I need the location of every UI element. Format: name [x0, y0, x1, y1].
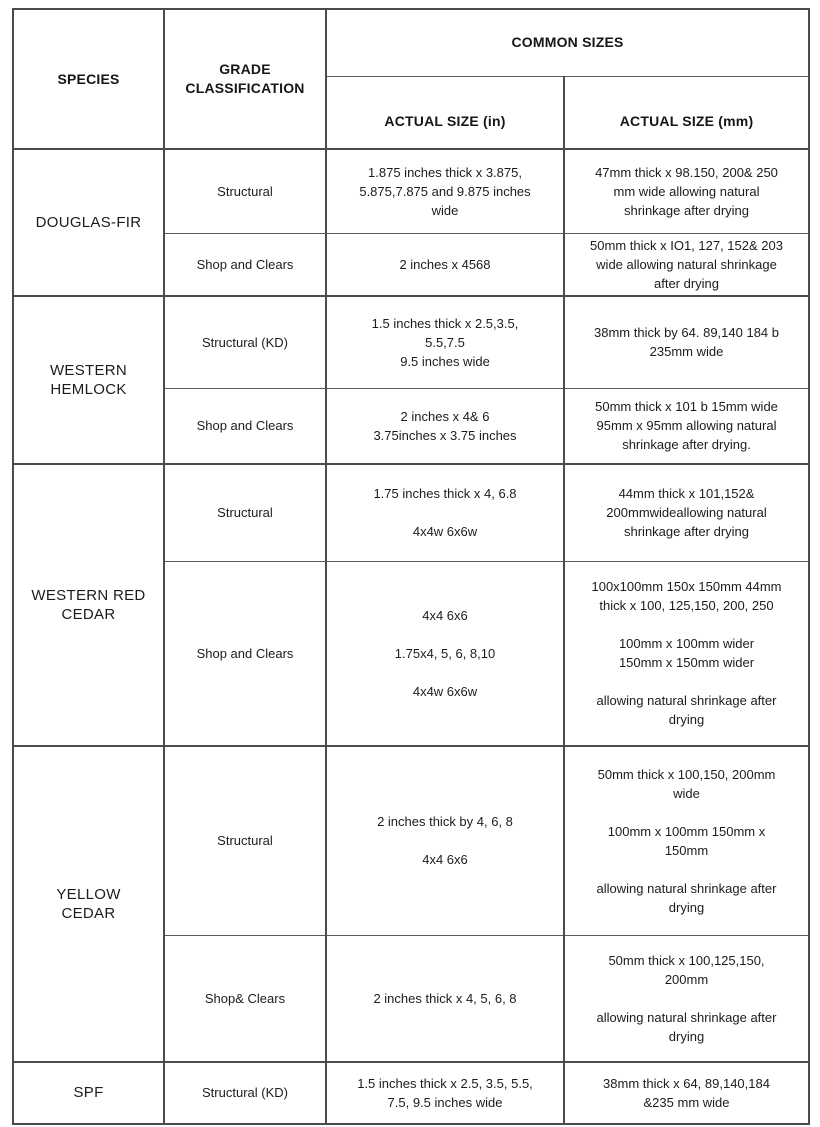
header-grade-classification: GRADE CLASSIFICATION: [164, 9, 326, 149]
size-mm-cell: 38mm thick by 64. 89,140 184 b 235mm wide: [564, 296, 809, 389]
lumber-common-sizes-table: [12, 8, 810, 1125]
row-spf-structural: [13, 1062, 809, 1124]
row-douglas-fir-structural: [13, 149, 809, 233]
size-in-cell: 1.875 inches thick x 3.875, 5.875,7.875 and 9.875 inches wide: [326, 149, 564, 233]
size-mm-cell: 38mm thick x 64, 89,140,184 &235 mm wide: [564, 1062, 809, 1124]
header-actual-size-in: ACTUAL SIZE (in): [326, 76, 564, 149]
grade-cell: Structural: [164, 746, 326, 936]
species-cell-spf: SPF: [13, 1062, 164, 1124]
size-in-cell: 1.75 inches thick x 4, 6.8 4x4w 6x6w: [326, 464, 564, 562]
size-mm-cell: 50mm thick x 101 b 15mm wide 95mm x 95mm allowing natural shrinkage after drying.: [564, 389, 809, 464]
size-in-cell: 1.5 inches thick x 2.5,3.5, 5.5,7.5 9.5 inches wide: [326, 296, 564, 389]
row-western-hemlock-structural: [13, 296, 809, 389]
grade-cell: Structural (KD): [164, 1062, 326, 1124]
size-in-cell: 2 inches thick by 4, 6, 8 4x4 6x6: [326, 746, 564, 936]
grade-cell: Shop& Clears: [164, 936, 326, 1062]
header-common-sizes: COMMON SIZES: [326, 9, 809, 76]
header-row-1: [13, 9, 809, 76]
row-western-red-cedar-structural: [13, 464, 809, 562]
size-in-cell: 1.5 inches thick x 2.5, 3.5, 5.5, 7.5, 9.5 inches wide: [326, 1062, 564, 1124]
size-in-cell: 4x4 6x6 1.75x4, 5, 6, 8,10 4x4w 6x6w: [326, 562, 564, 746]
grade-cell: Structural (KD): [164, 296, 326, 389]
row-yellow-cedar-structural: [13, 746, 809, 936]
header-actual-size-mm: ACTUAL SIZE (mm): [564, 76, 809, 149]
species-cell-western-hemlock: WESTERN HEMLOCK: [13, 296, 164, 464]
size-mm-cell: 44mm thick x 101,152& 200mmwideallowing natural shrinkage after drying: [564, 464, 809, 562]
grade-cell: Shop and Clears: [164, 233, 326, 296]
size-mm-cell: 50mm thick x IO1, 127, 152& 203 wide allowing natural shrinkage after drying: [564, 233, 809, 296]
size-mm-cell: 50mm thick x 100,125,150, 200mm allowing natural shrinkage after drying: [564, 936, 809, 1062]
size-mm-cell: 50mm thick x 100,150, 200mm wide 100mm x 100mm 150mm x 150mm allowing natural shrinkage after drying: [564, 746, 809, 936]
size-in-cell: 2 inches x 4& 6 3.75inches x 3.75 inches: [326, 389, 564, 464]
size-in-cell: 2 inches thick x 4, 5, 6, 8: [326, 936, 564, 1062]
grade-cell: Shop and Clears: [164, 389, 326, 464]
size-mm-cell: 100x100mm 150x 150mm 44mm thick x 100, 125,150, 200, 250 100mm x 100mm wider 150mm x 150mm wider allowing natural shrinkage after drying: [564, 562, 809, 746]
grade-cell: Structural: [164, 149, 326, 233]
header-species: SPECIES: [13, 9, 164, 149]
size-in-cell: 2 inches x 4568: [326, 233, 564, 296]
species-cell-western-red-cedar: WESTERN RED CEDAR: [13, 464, 164, 746]
species-cell-douglas-fir: DOUGLAS-FIR: [13, 149, 164, 296]
size-mm-cell: 47mm thick x 98.150, 200& 250 mm wide allowing natural shrinkage after drying: [564, 149, 809, 233]
grade-cell: Shop and Clears: [164, 562, 326, 746]
grade-cell: Structural: [164, 464, 326, 562]
species-cell-yellow-cedar: YELLOW CEDAR: [13, 746, 164, 1062]
